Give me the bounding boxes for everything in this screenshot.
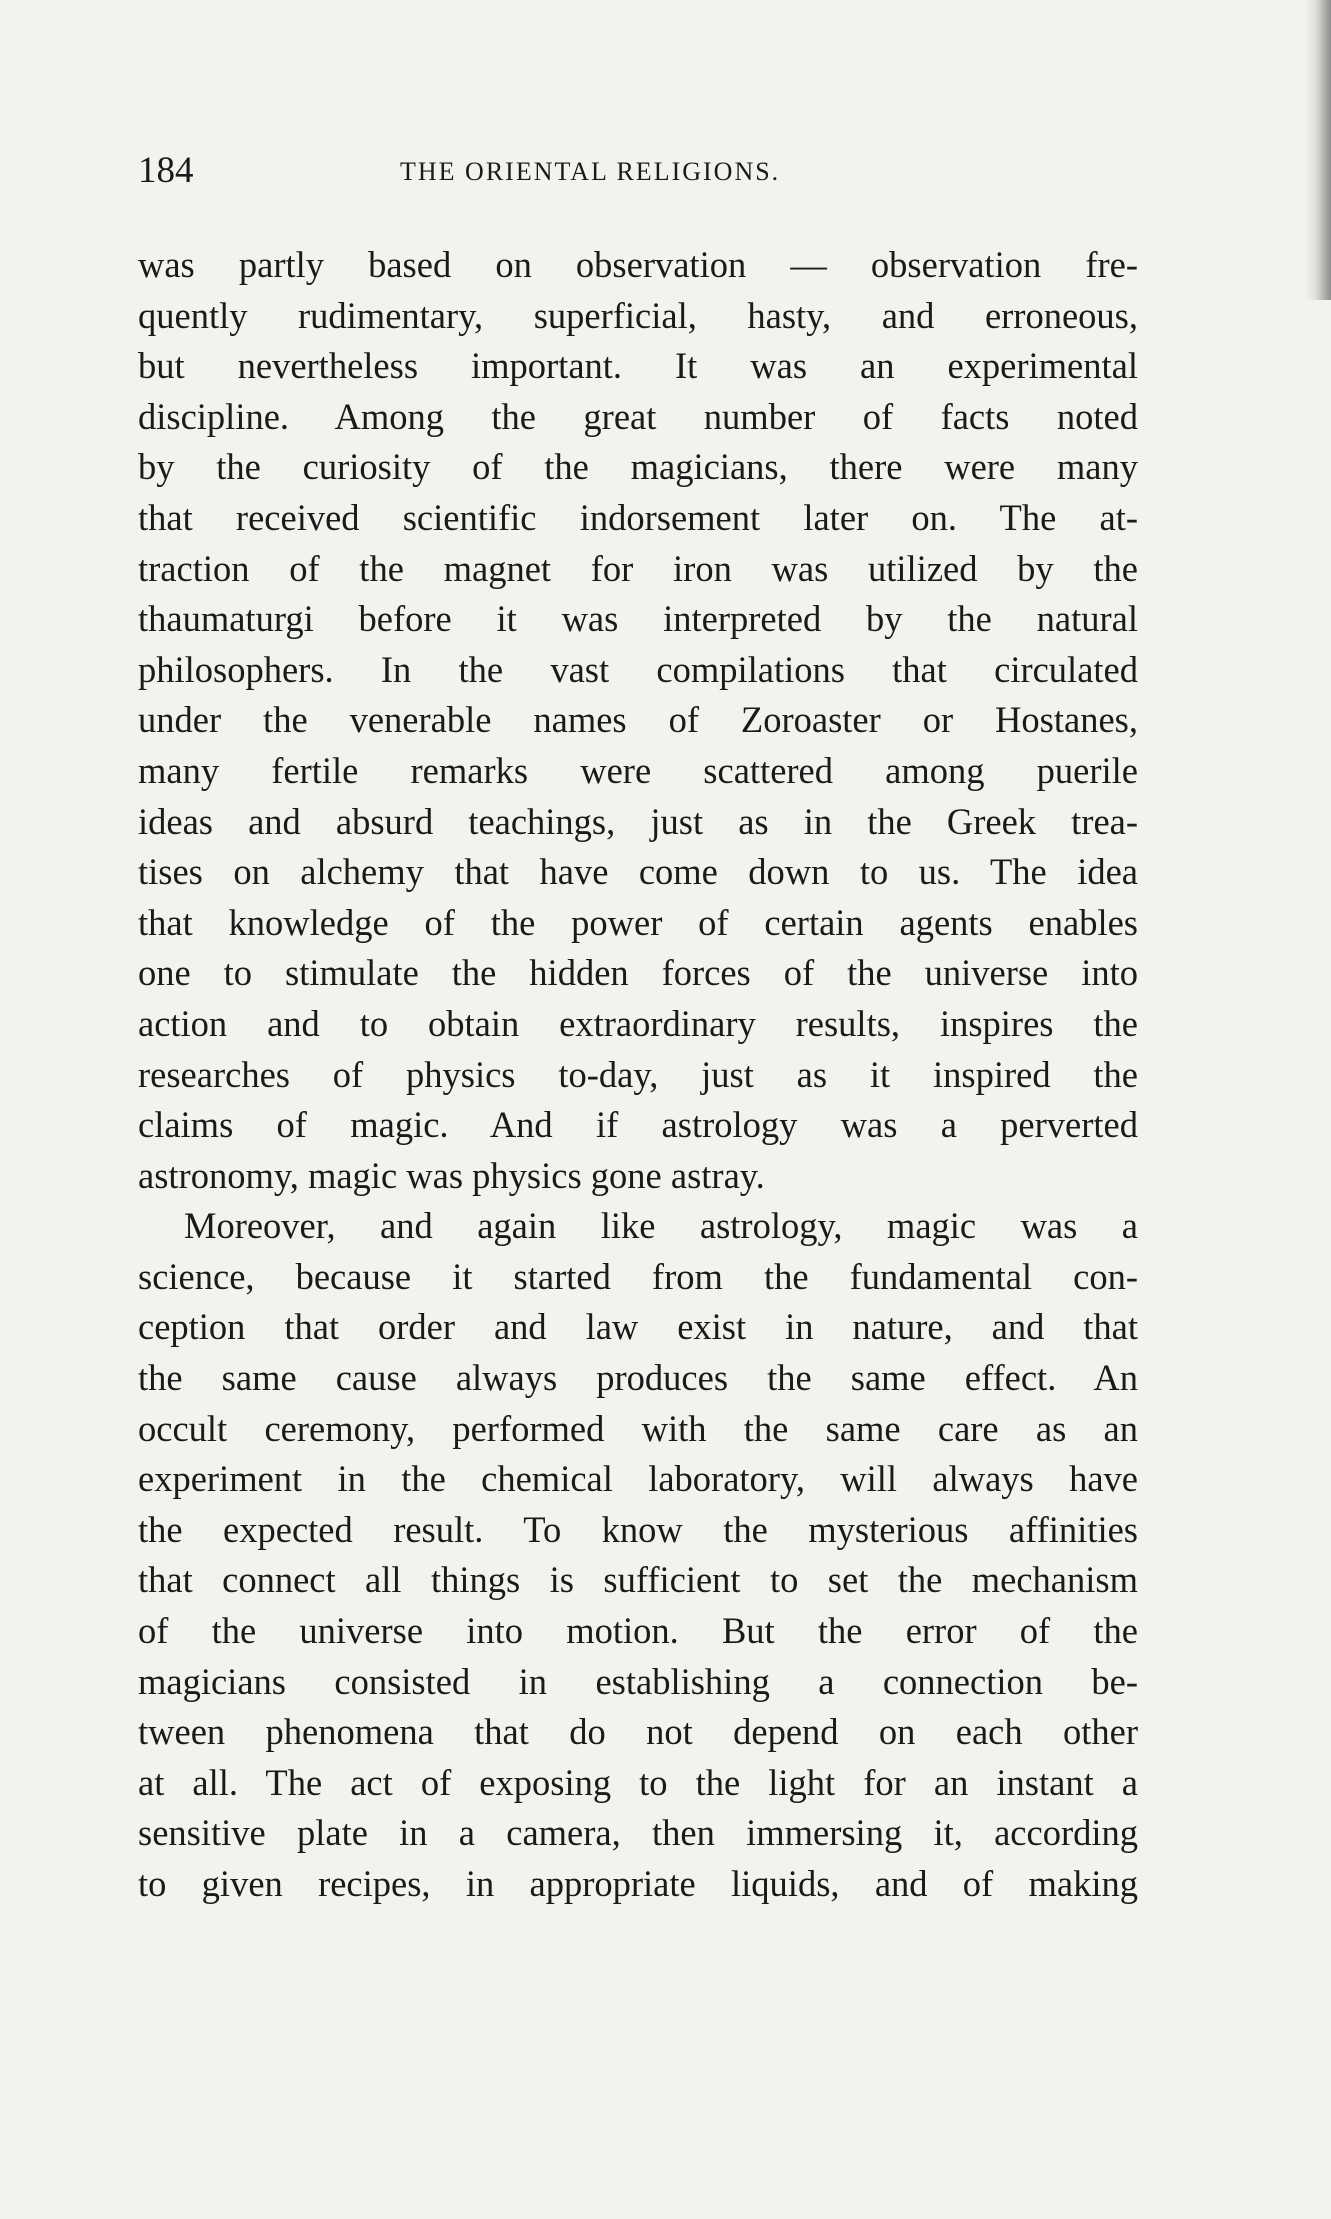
text-line: at all. The act of exposing to the light for an instant a — [138, 1761, 1138, 1803]
paragraph-2 — [138, 1201, 1138, 1909]
text-line: thaumaturgi before it was interpreted by the natural — [138, 598, 1138, 640]
text-line: that knowledge of the power of certain agents enables — [138, 901, 1138, 943]
page-number: 184 — [138, 150, 194, 191]
text-line: traction of the magnet for iron was utilized by the — [138, 547, 1138, 589]
text-line: claims of magic. And if astrology was a perverted — [138, 1104, 1138, 1146]
text-line: sensitive plate in a camera, then immersing it, according — [138, 1812, 1138, 1854]
text-line: science, because it started from the fundamental con- — [138, 1255, 1138, 1297]
text-line: researches of physics to-day, just as it inspired the — [138, 1053, 1138, 1095]
text-line: ideas and absurd teachings, just as in the Greek trea- — [138, 800, 1138, 842]
running-head: THE ORIENTAL RELIGIONS. — [400, 157, 781, 186]
text-line: that received scientific indorsement later on. The at- — [138, 496, 1138, 538]
text-line: philosophers. In the vast compilations that circulated — [138, 648, 1138, 690]
text-line: of the universe into motion. But the error of the — [138, 1610, 1138, 1652]
text-line: to given recipes, in appropriate liquids, and of making — [138, 1863, 1138, 1904]
text-line: experiment in the chemical laboratory, will always have — [138, 1458, 1138, 1500]
page-edge-shadow — [1305, 0, 1331, 300]
text-line: the same cause always produces the same effect. An — [138, 1357, 1138, 1399]
text-line: that connect all things is sufficient to set the mechanism — [138, 1559, 1138, 1601]
text-line: many fertile remarks were scattered among puerile — [138, 749, 1138, 791]
page-header — [138, 146, 1138, 196]
text-line: Moreover, and again like astrology, magic was a — [184, 1205, 1138, 1247]
text-line: magicians consisted in establishing a connection be- — [138, 1660, 1138, 1702]
text-line: tween phenomena that do not depend on each other — [138, 1711, 1138, 1753]
text-line: one to stimulate the hidden forces of the universe into — [138, 952, 1138, 994]
text-line: the expected result. To know the mysterious affinities — [138, 1508, 1138, 1550]
text-line: under the venerable names of Zoroaster or Hostanes, — [138, 699, 1138, 741]
text-line: but nevertheless important. It was an experimental — [138, 345, 1138, 387]
text-line: ception that order and law exist in nature, and that — [138, 1306, 1138, 1348]
text-line: by the curiosity of the magicians, there were many — [138, 446, 1138, 488]
paragraph-1 — [138, 240, 1138, 1201]
text-line: action and to obtain extraordinary results, inspires the — [138, 1002, 1138, 1044]
text-line: occult ceremony, performed with the same care as an — [138, 1407, 1138, 1449]
text-line: tises on alchemy that have come down to us. The idea — [138, 851, 1138, 893]
text-line: quently rudimentary, superficial, hasty, and erroneous, — [138, 294, 1138, 336]
body-text — [138, 240, 1138, 1910]
text-line: was partly based on observation — observation fre- — [138, 244, 1138, 285]
text-line: astronomy, magic was physics gone astray. — [138, 1154, 765, 1196]
text-line: discipline. Among the great number of facts noted — [138, 395, 1138, 437]
